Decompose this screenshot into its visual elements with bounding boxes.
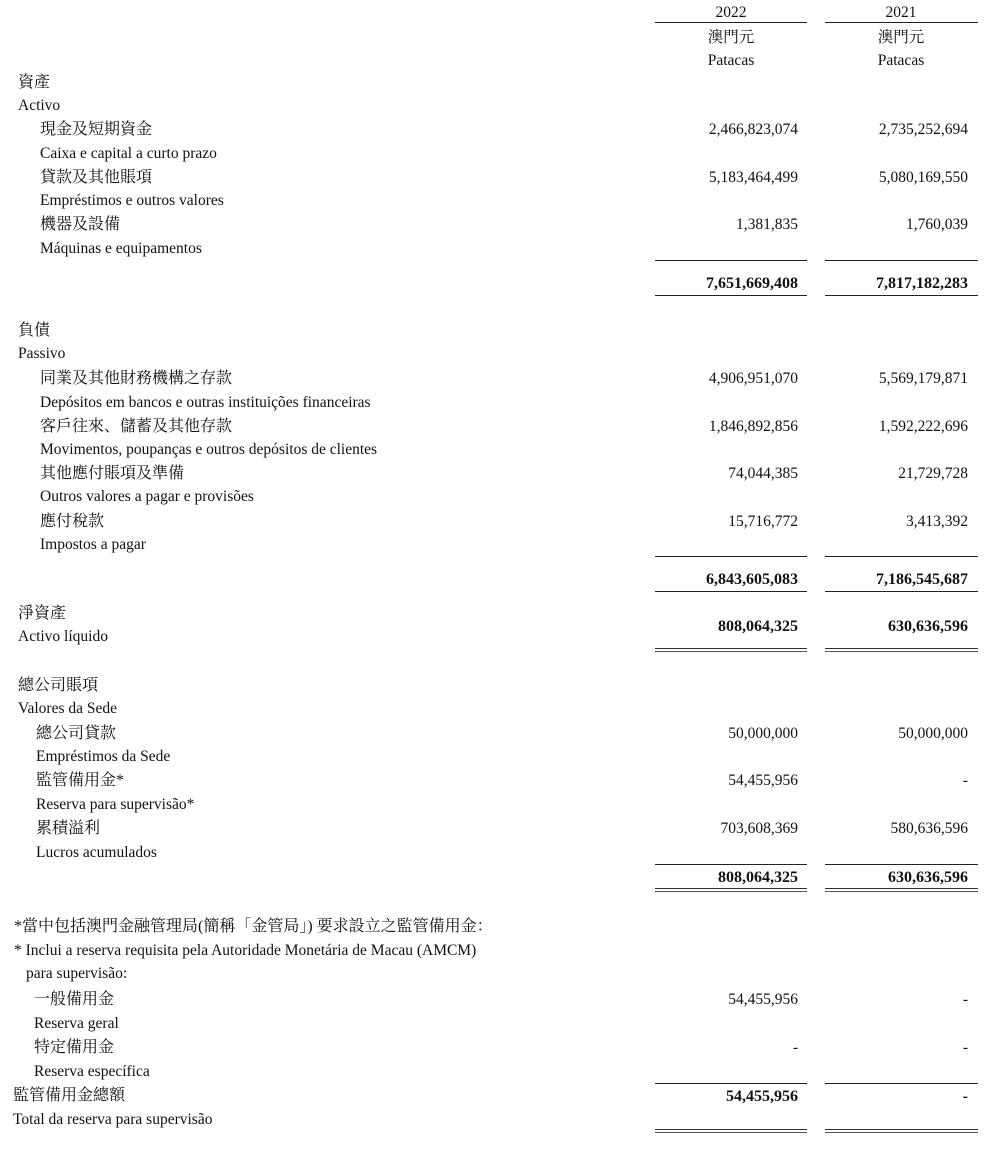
value-2022: 2,466,823,074 (708, 121, 798, 138)
subtotal-rule-top-2021 (825, 1083, 978, 1084)
row-label-zh: 客戶往來、儲蓄及其他存款 (40, 418, 233, 435)
row-label-zh: 其他應付賬項及準備 (40, 465, 185, 482)
assets-title-pt: Activo (18, 97, 61, 114)
net-assets-title-zh: 淨資產 (18, 605, 67, 622)
header-year-2022: 2022 (715, 4, 747, 21)
row-label-zh: 特定備用金 (34, 1039, 115, 1056)
liabilities-total-2021: 7,186,545,687 (876, 571, 968, 588)
assets-title-zh: 資產 (18, 74, 51, 91)
double-rule-2021 (825, 648, 978, 652)
subtotal-rule-top-2022 (655, 1083, 807, 1084)
liabilities-title-zh: 負債 (18, 322, 51, 339)
row-label-zh: 現金及短期資金 (40, 121, 153, 138)
row-label-pt: Empréstimos da Sede (36, 748, 171, 765)
row-label-pt: Reserva específica (34, 1063, 150, 1080)
subtotal-rule-top-2021 (825, 556, 978, 557)
net-assets-2022: 808,064,325 (718, 618, 798, 635)
row-label-zh: 一般備用金 (34, 991, 115, 1008)
row-label-pt: Caixa e capital a curto prazo (40, 145, 217, 162)
header-currency-pt-2022: Patacas (707, 52, 755, 69)
row-label-pt: Movimentos, poupanças e outros depósitos de clientes (40, 441, 378, 458)
assets-total-2021: 7,817,182,283 (876, 275, 968, 292)
header-currency-zh-2022: 澳門元 (707, 29, 755, 46)
row-label-zh: 總公司貸款 (36, 725, 117, 742)
row-label-pt: Lucros acumulados (36, 844, 157, 861)
footnote-pt-line2: para supervisão: (26, 965, 128, 982)
row-label-pt: Outros valores a pagar e provisões (40, 488, 254, 505)
value-2022: 703,608,369 (720, 820, 798, 837)
value-2021: - (962, 991, 968, 1008)
row-label-pt: Depósitos em bancos e outras instituições financeiras (40, 394, 371, 411)
net-assets-2021: 630,636,596 (888, 618, 968, 635)
double-rule-2021 (825, 1129, 978, 1133)
header-currency-pt-2021: Patacas (877, 52, 925, 69)
header-currency-zh-2021: 澳門元 (877, 29, 925, 46)
reserve-total-title-pt: Total da reserva para supervisão (13, 1111, 213, 1128)
row-label-zh: 機器及設備 (40, 216, 121, 233)
subtotal-rule-top-2022 (655, 864, 807, 865)
row-label-zh: 累積溢利 (36, 820, 101, 837)
reserve-total-2021: - (962, 1088, 968, 1105)
value-2022: - (792, 1039, 798, 1056)
value-2021: 5,569,179,871 (878, 370, 968, 387)
value-2021: 21,729,728 (898, 465, 968, 482)
value-2021: 1,760,039 (906, 216, 968, 233)
subtotal-rule-bottom-2022 (655, 591, 807, 592)
subtotal-rule-bottom-2021 (825, 295, 978, 296)
value-2021: - (962, 772, 968, 789)
value-2022: 4,906,951,070 (708, 370, 798, 387)
value-2021: - (962, 1039, 968, 1056)
row-label-zh: 應付稅款 (40, 513, 105, 530)
footnote-pt-line1: * Inclui a reserva requisita pela Autoridade Monetária de Macau (AMCM) (14, 942, 477, 959)
head-office-total-2021: 630,636,596 (888, 869, 968, 886)
row-label-zh: 貸款及其他賬項 (40, 169, 153, 186)
row-label-pt: Reserva geral (34, 1015, 119, 1032)
subtotal-rule-top-2021 (825, 864, 978, 865)
value-2022: 15,716,772 (728, 513, 798, 530)
subtotal-rule-top-2022 (655, 260, 807, 261)
value-2021: 3,413,392 (906, 513, 968, 530)
double-rule-2022 (655, 1129, 807, 1133)
value-2022: 1,381,835 (736, 216, 798, 233)
reserve-total-2022: 54,455,956 (726, 1088, 798, 1105)
value-2021: 580,636,596 (890, 820, 968, 837)
reserve-total-title-zh: 監管備用金總額 (13, 1087, 126, 1104)
row-label-pt: Reserva para supervisão* (36, 796, 195, 813)
footnote-zh: *當中包括澳門金融管理局(簡稱「金管局」) 要求設立之監管備用金： (14, 918, 493, 935)
value-2022: 74,044,385 (728, 465, 798, 482)
liabilities-title-pt: Passivo (18, 345, 66, 362)
row-label-zh: 同業及其他財務機構之存款 (40, 370, 233, 387)
value-2022: 50,000,000 (728, 725, 798, 742)
header-rule-2021 (825, 22, 978, 23)
subtotal-rule-bottom-2021 (825, 591, 978, 592)
head-office-total-2022: 808,064,325 (718, 869, 798, 886)
net-assets-title-pt: Activo líquido (18, 628, 108, 645)
assets-total-2022: 7,651,669,408 (706, 275, 798, 292)
header-rule-2022 (655, 22, 807, 23)
subtotal-rule-top-2022 (655, 556, 807, 557)
header-year-2021: 2021 (885, 4, 917, 21)
value-2022: 54,455,956 (728, 991, 798, 1008)
liabilities-total-2022: 6,843,605,083 (706, 571, 798, 588)
value-2021: 1,592,222,696 (878, 418, 968, 435)
row-label-zh: 監管備用金* (36, 772, 125, 789)
row-label-pt: Máquinas e equipamentos (40, 240, 202, 257)
head-office-title-zh: 總公司賬項 (18, 677, 99, 694)
value-2021: 50,000,000 (898, 725, 968, 742)
row-label-pt: Empréstimos e outros valores (40, 192, 224, 209)
value-2021: 2,735,252,694 (878, 121, 968, 138)
value-2022: 5,183,464,499 (708, 169, 798, 186)
subtotal-rule-top-2021 (825, 260, 978, 261)
value-2022: 54,455,956 (728, 772, 798, 789)
subtotal-rule-bottom-2022 (655, 295, 807, 296)
value-2021: 5,080,169,550 (878, 169, 968, 186)
value-2022: 1,846,892,856 (708, 418, 798, 435)
head-office-title-pt: Valores da Sede (18, 700, 117, 717)
double-rule-2022 (655, 648, 807, 652)
double-rule-2021 (825, 888, 978, 892)
double-rule-2022 (655, 888, 807, 892)
row-label-pt: Impostos a pagar (40, 536, 146, 553)
